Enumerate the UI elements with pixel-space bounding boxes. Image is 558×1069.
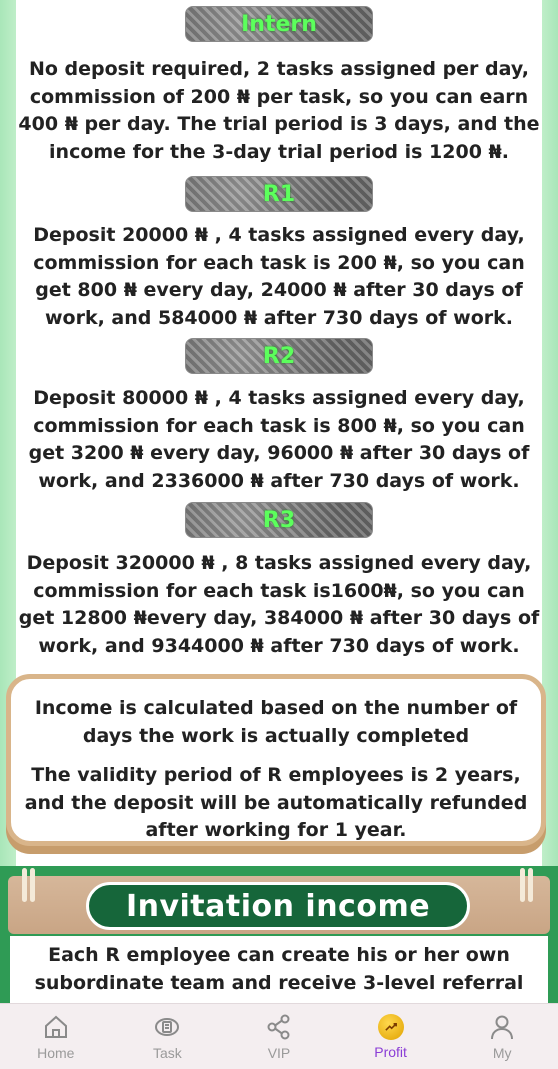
- tier-badge-r2: [185, 338, 373, 374]
- tier-name: R1: [262, 181, 296, 207]
- tier-name: R2: [262, 343, 296, 369]
- tier-description-r2: Deposit 80000 ₦ , 4 tasks assigned every day, commission for each task is 800 ₦, so you can get 3200 ₦ every day, 96000 ₦ after 30 days of work, and 2336000 ₦ after 730 days of work.: [28, 387, 530, 492]
- tab-task[interactable]: [112, 1004, 224, 1069]
- tab-profit[interactable]: [335, 1004, 447, 1069]
- notice-validity-period: The validity period of R employees is 2 years, and the deposit will be automatically refunded after working for 1 year.: [24, 764, 528, 841]
- tab-home[interactable]: [0, 1004, 112, 1069]
- ribbon-pin-left: [22, 868, 36, 904]
- invitation-description: [0, 936, 558, 1003]
- tab-label: VIP: [267, 1044, 291, 1061]
- tab-label: My: [492, 1044, 512, 1061]
- tab-my[interactable]: [446, 1004, 558, 1069]
- profit-icon: [378, 1014, 404, 1040]
- invitation-text: Each R employee can create his or her own subordinate team and receive 3-level referral: [34, 944, 524, 994]
- income-notice-card: [6, 674, 546, 846]
- tab-label: Task: [152, 1044, 182, 1061]
- tier-description-intern: No deposit required, 2 tasks assigned per day, commission of 200 ₦ per task, so you can earn 400 ₦ per day. The trial period is 3 days, and the income for the 3-day trial period is 1200 ₦.: [18, 58, 540, 163]
- tier-description-r3: Deposit 320000 ₦ , 8 tasks assigned every day, commission for each task is1600₦, so you can get 12800 ₦every day, 384000 ₦ after 30 days of work, and 9344000 ₦ after 730 days of work.: [18, 552, 540, 657]
- tab-label: Home: [37, 1044, 75, 1061]
- task-icon: [153, 1013, 181, 1041]
- tier-badge-r3: [185, 502, 373, 538]
- invitation-title-pill: [86, 882, 470, 930]
- tier-badge-intern: [185, 6, 373, 42]
- tier-name: R3: [262, 507, 296, 533]
- tab-vip[interactable]: [223, 1004, 335, 1069]
- bottom-tab-bar: [0, 1003, 558, 1069]
- notice-income-calculation: Income is calculated based on the number of days the work is actually completed: [34, 697, 518, 747]
- ribbon-pin-right: [520, 868, 534, 904]
- tab-label: Profit: [374, 1043, 407, 1060]
- tier-description-r1: Deposit 20000 ₦ , 4 tasks assigned every day, commission for each task is 200 ₦, so you can get 800 ₦ every day, 24000 ₦ after 30 days of work, and 584000 ₦ after 730 days of work.: [33, 224, 525, 329]
- tier-name: Intern: [241, 11, 317, 37]
- share-icon: [265, 1013, 293, 1041]
- tier-badge-r1: [185, 176, 373, 212]
- user-icon: [488, 1013, 516, 1041]
- invitation-title: Invitation income: [125, 888, 431, 924]
- home-icon: [42, 1013, 70, 1041]
